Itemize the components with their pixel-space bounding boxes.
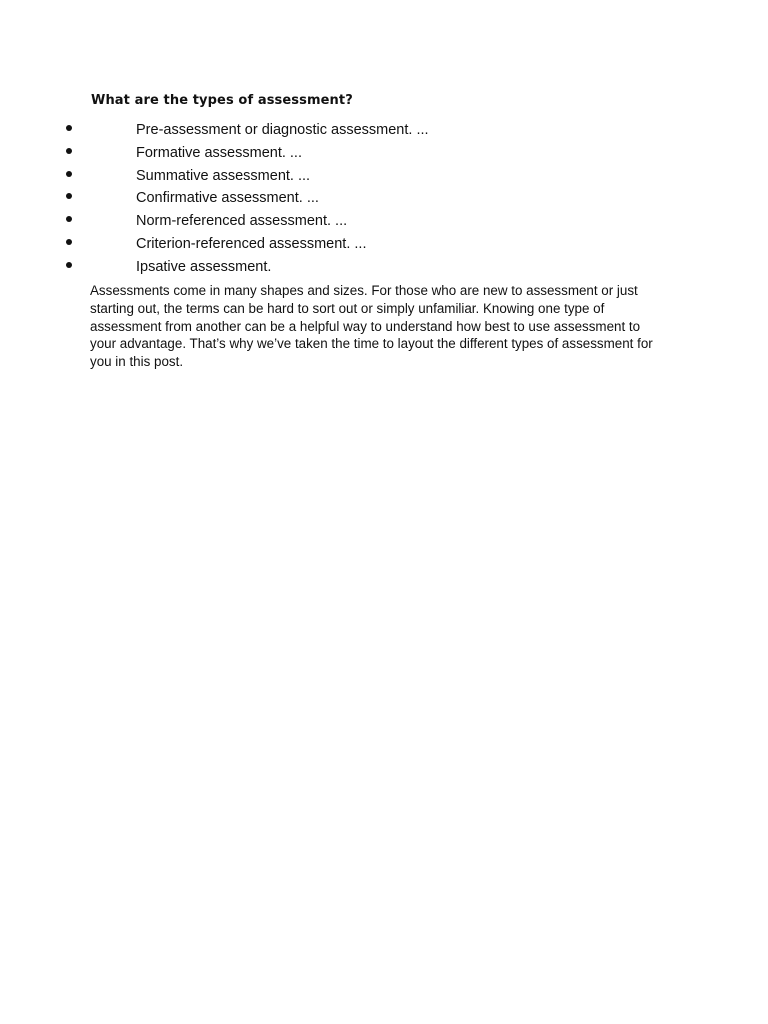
list-item (0, 121, 700, 144)
list-item-text: Summative assessment. ... (136, 167, 311, 184)
assessment-types-list (0, 121, 700, 281)
paragraph-line: assessment from another can be a helpful way to understand how best to use assessment to (90, 318, 641, 334)
paragraph-line: Assessments come in many shapes and sizes. For those who are new to assessment or just (90, 283, 638, 298)
bullet-icon (66, 239, 72, 245)
page-title: What are the types of assessment? (91, 93, 353, 108)
bullet-icon (66, 171, 72, 177)
list-item-text: Pre-assessment or diagnostic assessment. ... (136, 122, 429, 138)
bullet-icon (66, 216, 72, 222)
list-item-text: Norm-referenced assessment. ... (136, 213, 348, 230)
body-paragraph (90, 282, 690, 371)
list-item (0, 235, 700, 258)
bullet-icon (66, 148, 72, 154)
list-item-text: Formative assessment. ... (136, 144, 302, 161)
bullet-icon (66, 193, 72, 199)
bullet-icon (66, 262, 72, 268)
paragraph-line: starting out, the terms can be hard to sort out or simply unfamiliar. Knowing one type of (90, 300, 605, 316)
paragraph-line: you in this post. (90, 354, 184, 370)
list-item (0, 167, 700, 190)
paragraph-line: your advantage. That’s why we’ve taken the time to layout the different types of assessment for (90, 336, 653, 352)
list-item (0, 212, 700, 235)
list-item (0, 258, 700, 281)
list-item-text: Criterion-referenced assessment. ... (136, 235, 367, 252)
list-item-text: Ipsative assessment. (136, 258, 272, 275)
list-item (0, 189, 700, 212)
list-item-text: Confirmative assessment. ... (136, 190, 319, 207)
list-item (0, 144, 700, 167)
bullet-icon (66, 125, 72, 131)
